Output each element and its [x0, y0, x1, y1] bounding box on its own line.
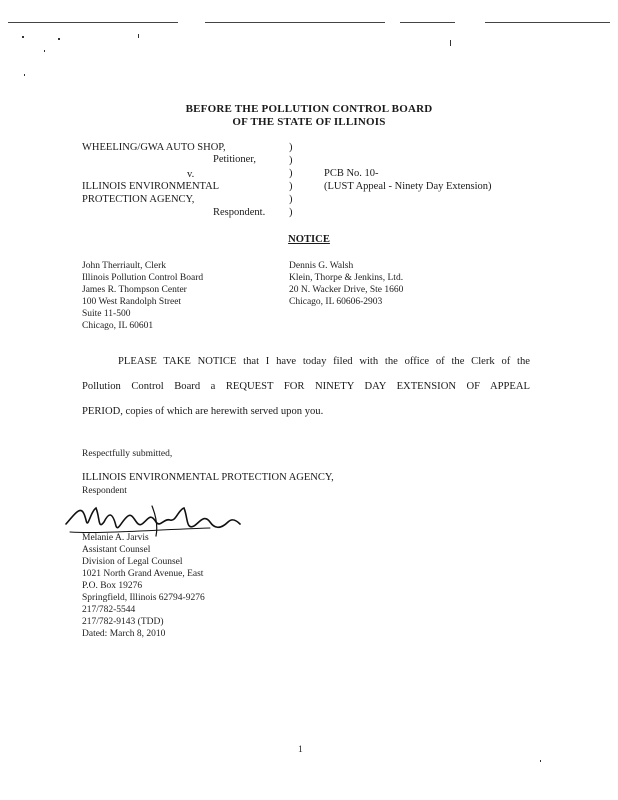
scan-artifact-line	[485, 22, 610, 23]
petitioner-name: WHEELING/GWA AUTO SHOP,	[82, 142, 226, 153]
signer-street: 1021 North Grand Avenue, East	[82, 569, 204, 579]
board-heading-line1: BEFORE THE POLLUTION CONTROL BOARD	[185, 103, 433, 115]
agency-role: Respondent	[82, 486, 127, 496]
respondent-name-line1: ILLINOIS ENVIRONMENTAL	[82, 181, 220, 192]
respondent-role: Respondent.	[213, 207, 266, 218]
respectfully-submitted: Respectfully submitted,	[82, 449, 173, 459]
caption-paren: )	[289, 155, 293, 166]
address-line: 20 N. Wacker Drive, Ste 1660	[289, 285, 404, 295]
board-heading-line2: OF THE STATE OF ILLINOIS	[232, 116, 386, 128]
scan-speck	[58, 38, 60, 40]
address-line: Illinois Pollution Control Board	[82, 273, 204, 283]
scan-speck	[22, 36, 24, 38]
page-number: 1	[298, 745, 303, 755]
body-line-2: Pollution Control Board a REQUEST FOR NINETY DAY EXTENSION OF APPEAL	[82, 381, 530, 392]
address-line: John Therriault, Clerk	[82, 261, 166, 271]
signer-po-box: P.O. Box 19276	[82, 581, 143, 591]
scan-speck	[540, 760, 541, 762]
address-line: Chicago, IL 60601	[82, 321, 154, 331]
address-line: Chicago, IL 60606-2903	[289, 297, 383, 307]
body-line-1: PLEASE TAKE NOTICE that I have today filed with the office of the Clerk of the	[118, 356, 530, 367]
caption-paren: )	[289, 194, 293, 205]
case-number: PCB No. 10-	[324, 168, 379, 179]
case-type: (LUST Appeal - Ninety Day Extension)	[324, 181, 492, 192]
versus: v.	[187, 169, 195, 180]
caption-paren: )	[289, 142, 293, 153]
caption-paren: )	[289, 207, 293, 218]
caption-paren: )	[289, 168, 293, 179]
signer-tdd: 217/782-9143 (TDD)	[82, 617, 164, 627]
address-line: Dennis G. Walsh	[289, 261, 354, 271]
address-line: Suite 11-500	[82, 309, 131, 319]
dated-line: Dated: March 8, 2010	[82, 629, 166, 639]
signer-city: Springfield, Illinois 62794-9276	[82, 593, 205, 603]
signature-block	[82, 532, 205, 640]
signer-phone: 217/782-5544	[82, 605, 136, 615]
caption-paren: )	[289, 181, 293, 192]
agency-name: ILLINOIS ENVIRONMENTAL PROTECTION AGENCY,	[82, 472, 334, 483]
address-line: Klein, Thorpe & Jenkins, Ltd.	[289, 273, 404, 283]
signer-title: Assistant Counsel	[82, 545, 151, 555]
signer-name: Melanie A. Jarvis	[82, 533, 149, 543]
scan-speck	[44, 50, 45, 52]
signer-division: Division of Legal Counsel	[82, 557, 183, 567]
address-line: James R. Thompson Center	[82, 285, 187, 295]
petitioner-role: Petitioner,	[213, 154, 257, 165]
addressee-right	[289, 260, 403, 308]
respondent-name-line2: PROTECTION AGENCY,	[82, 194, 195, 205]
body-line-3: PERIOD, copies of which are herewith served upon you.	[82, 406, 324, 417]
scan-speck	[24, 74, 25, 76]
scan-speck	[138, 34, 139, 38]
scan-artifact-line	[205, 22, 385, 23]
scan-speck	[450, 40, 451, 46]
addressee-left	[82, 260, 203, 332]
scan-artifact-line	[400, 22, 455, 23]
address-line: 100 West Randolph Street	[82, 297, 182, 307]
scan-artifact-line	[8, 22, 178, 23]
notice-title: NOTICE	[288, 234, 330, 245]
